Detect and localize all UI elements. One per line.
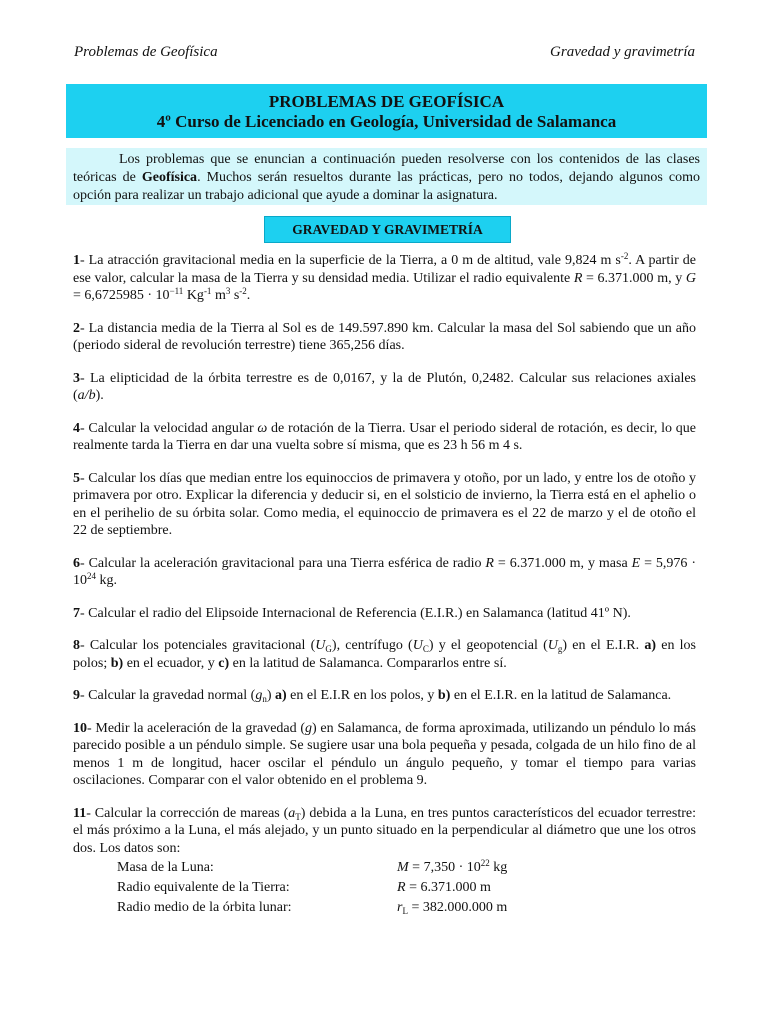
math-symbol: / — [84, 388, 89, 403]
problem-2 — [73, 320, 696, 355]
problem-text: = 6.371.000 m, y — [582, 270, 686, 286]
superscript: 3 — [225, 286, 231, 296]
unit-text: m — [476, 880, 491, 895]
math-variable: ω — [257, 420, 268, 436]
problem-text: . A partir de ese valor, calcular la masa de la Tierra y su densidad media. Utilizar el radio equivalente — [73, 253, 696, 286]
superscript: -1 — [203, 286, 212, 296]
problem-text: - La distancia media de la Tierra al Sol es de 149.597.890 km. Calcular la masa del Sol sabiendo que un año (periodo sideral de revolución terrestre) tiene 365,256 días. — [73, 320, 696, 353]
math-variable: a — [77, 388, 85, 403]
problem-text: - La atracción gravitacional media en la superficie de la Tierra, a 0 m de altitud, vale 9,824 m s — [80, 253, 621, 268]
problem-text: en los polos; — [73, 638, 697, 671]
problem-text: - Calcular la velocidad angular — [80, 420, 258, 436]
problem-8 — [73, 637, 696, 672]
subscript: C — [422, 644, 429, 654]
problem-text: ) debida a la Luna, en tres puntos característicos del ecuador terrestre: el más próximo a la Luna, el más alejado, y un punto situado en la perpendicular al diámetro que une los otros dos. Los datos son: — [73, 805, 696, 856]
intro-text-2: . Muchos serán resueltos durante las prácticas, pero no todos, dejando algunos como opción para realizar un trabajo adicional que ayude a dominar la asignatura. — [73, 170, 700, 203]
problem-text: ). — [95, 388, 104, 403]
math-variable: a — [288, 805, 296, 821]
data-value — [397, 878, 696, 898]
problem-number: 3 — [73, 370, 80, 386]
problem-text: en el E.I.R en los polos, y — [286, 688, 438, 703]
data-label: Masa de la Luna: — [117, 860, 214, 875]
problem-text: ) en el E.I.R. — [562, 638, 645, 653]
superscript: 24 — [87, 571, 96, 581]
header-right: Gravedad y gravimetría — [550, 44, 695, 60]
problem-3 — [73, 370, 696, 405]
problem-10 — [73, 720, 696, 790]
data-row — [73, 878, 696, 898]
option-label: b) — [437, 688, 451, 703]
problem-number: 11 — [73, 805, 87, 821]
problem-text: - Calcular el radio del Elipsoide Internacional de Referencia (E.I.R.) en Salamanca (latitud 41º N). — [80, 605, 631, 621]
section-heading: GRAVEDAD Y GRAVIMETRÍA — [264, 216, 511, 243]
problem-text: en el E.I.R. en la latitud de Salamanca. — [450, 688, 672, 703]
problem-text: . — [246, 288, 251, 303]
subscript: L — [402, 906, 408, 916]
problem-9 — [73, 687, 696, 705]
problem-text: en el ecuador, y — [123, 655, 219, 671]
problem-text: - Calcular la aceleración gravitacional para una Tierra esférica de radio — [80, 555, 486, 571]
subscript: g — [557, 644, 563, 654]
value-text: = 7,350 · 10 — [408, 860, 481, 875]
math-variable: U — [547, 638, 558, 653]
data-label: Radio equivalente de la Tierra: — [117, 880, 290, 895]
problem-text: - Calcular los potenciales gravitacional ( — [80, 638, 316, 653]
problem-text: ) en Salamanca, de forma aproximada, utilizando un péndulo lo más parecido posible a un péndulo simple. Se sugiere usar una bola pequeña y pesada, colgada de un hilo fino de al menos 1 m de longitud, hacer oscilar el péndulo un ángulo pequeño, y tomar el tiempo para varias oscilaciones. Comparar con el valor obtenido en el problema 9. — [73, 720, 696, 788]
problem-text: s — [230, 288, 240, 303]
math-variable: G — [685, 270, 696, 286]
option-label: b) — [110, 655, 124, 671]
superscript: −11 — [169, 286, 184, 296]
math-variable: R — [485, 555, 494, 571]
problem-text: - Calcular la gravedad normal ( — [80, 688, 256, 703]
superscript: 22 — [480, 858, 490, 868]
math-variable: r — [397, 900, 403, 915]
problem-text: Kg — [183, 288, 204, 303]
data-table — [73, 858, 696, 918]
problem-number: 5 — [73, 470, 80, 486]
math-variable: g — [255, 688, 263, 703]
math-variable: E — [631, 555, 641, 571]
problem-text: en la latitud de Salamanca. Compararlos entre sí. — [229, 655, 507, 671]
data-label: Radio medio de la órbita lunar: — [117, 900, 292, 915]
problem-list — [73, 252, 696, 918]
superscript: -2 — [239, 286, 247, 296]
data-row — [73, 898, 696, 918]
data-row — [73, 858, 696, 878]
problem-number: 9 — [73, 688, 80, 703]
problem-1 — [73, 252, 696, 305]
math-variable: R — [397, 880, 406, 895]
problem-text: - Calcular la corrección de mareas ( — [86, 805, 289, 821]
option-label: a) — [644, 638, 656, 653]
option-label: c) — [218, 655, 230, 671]
problem-5 — [73, 470, 696, 540]
data-value — [397, 898, 696, 918]
subscript: n — [262, 694, 267, 704]
math-variable: b — [88, 388, 96, 403]
problem-text: = 6.371.000 m, y masa — [493, 555, 632, 571]
problem-number: 1 — [73, 253, 80, 268]
problem-number: 10 — [73, 720, 87, 736]
title-line-2: 4º Curso de Licenciado en Geología, Universidad de Salamanca — [156, 112, 617, 131]
subscript: G — [325, 644, 332, 654]
problem-text: = 6,6725985 · 10 — [73, 288, 170, 303]
unit-text: m — [492, 900, 508, 915]
math-variable: g — [305, 720, 313, 736]
problem-text: kg. — [96, 573, 117, 588]
problem-text: ), centrífugo ( — [331, 638, 413, 653]
title-line-1: PROBLEMAS DE GEOFÍSICA — [268, 92, 505, 111]
intro-bold: Geofísica — [141, 170, 198, 185]
problem-7 — [73, 605, 696, 623]
problem-text: ) y el geopotencial ( — [428, 638, 548, 653]
problem-text: = 5,976 · 10 — [73, 555, 696, 588]
problem-text: ) — [266, 688, 275, 703]
problem-number: 6 — [73, 555, 80, 571]
problem-11-statement — [73, 805, 696, 858]
problem-number: 8 — [73, 638, 80, 653]
problem-number: 4 — [73, 420, 80, 436]
problem-text: de rotación de la Tierra. Usar el periodo sideral de rotación, es decir, lo que realmente tarda la Tierra en dar una vuelta sobre sí misma, que es 23 h 56 m 4 s. — [73, 420, 696, 453]
math-variable: U — [412, 638, 423, 653]
math-variable: U — [315, 638, 326, 653]
math-variable: M — [397, 860, 409, 875]
value-text: = 6.371.000 — [405, 880, 477, 895]
problem-text: - Medir la aceleración de la gravedad ( — [87, 720, 306, 736]
data-value — [397, 858, 696, 878]
option-label: a) — [274, 688, 287, 703]
intro-text-1: Los problemas que se enuncian a continuación pueden resolverse con los contenidos de las clases teóricas de — [73, 152, 700, 185]
problem-number: 7 — [73, 605, 80, 621]
unit-text: kg — [489, 860, 508, 875]
intro-paragraph — [73, 151, 700, 205]
intro-box — [66, 148, 707, 205]
problem-6 — [73, 555, 696, 590]
problem-11 — [73, 805, 696, 919]
problem-text: m — [211, 288, 226, 303]
title-box — [66, 84, 707, 138]
problem-4 — [73, 420, 696, 455]
superscript: -2 — [620, 251, 629, 261]
value-text: = 382.000.000 — [407, 900, 493, 915]
header-left: Problemas de Geofísica — [74, 44, 218, 60]
problem-text: - Calcular los días que median entre los equinoccios de primavera y otoño, por un lado, y entre los de otoño y primavera por otro. Explicar la diferencia y deducir si, en el solsticio de invierno, la Tierra está en el aphelio o en el perihelio de su órbita solar. Como media, el equinoccio de primavera es el 22 de marzo y el de otoño el 22 de septiembre. — [73, 470, 696, 538]
subscript: T — [295, 811, 301, 822]
math-variable: R — [573, 270, 583, 286]
problem-number: 2 — [73, 320, 80, 336]
problem-text: - La elipticidad de la órbita terrestre es de 0,0167, y la de Plutón, 0,2482. Calcular sus relaciones axiales ( — [73, 370, 696, 403]
